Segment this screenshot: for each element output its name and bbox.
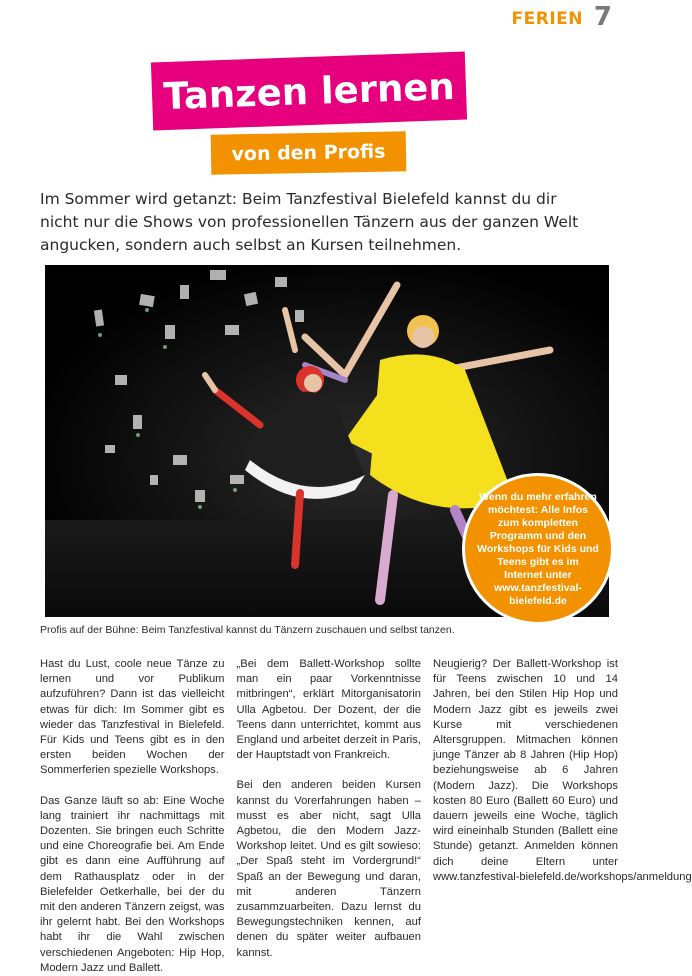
subheadline-banner [211, 131, 407, 174]
subheadline: von den Profis [231, 140, 386, 166]
article-column-3 [433, 657, 692, 899]
article-paragraph: Hast du Lust, coole neue Tänze zu lernen und vor Publikum aufzuführen? Dann ist das vielleicht etwas für dich: Im Sommer gibt es wieder das Tanzfestival in Bielefeld. Für Kids und Teens gibt es in den ersten beiden Wochen der Sommerferien spezielle Workshops. [40, 658, 225, 777]
article-paragraph-text: Neugierig? Der Ballett-Workshop ist für Teens zwischen 10 und 14 Jahren, bei den Stilen Hip Hop und Modern Jazz gibt es jeweils zwei Kurse mit verschiedenen Altersgruppen. Mitmachen können junge Tänzer ab 8 Jahren (Hip Hop) beziehungsweise ab 6 Jahren (Modern Jazz). Die Workshops kosten 80 Euro (Ballett 60 Euro) und dauern jeweils eine Woche, täglich wird eineinhalb Stunden (Ballett eine Stunde) getanzt. Anmelden können dich deine Eltern unter [433, 658, 618, 868]
page-number: 7 [593, 2, 612, 32]
info-bubble-text: Wenn du mehr erfahren möchtest: Alle Infos zum kompletten Programm und den Workshops für Kids und Teens gibt es im Internet unter www.tanzfestival-bielefeld.de [477, 490, 599, 607]
article-column-1 [40, 657, 225, 974]
registration-url: www.tanzfestival-bielefeld.de/workshops/anmeldung [433, 870, 692, 883]
article-column-2 [236, 657, 422, 959]
intro-paragraph: Im Sommer wird getanzt: Beim Tanzfestival Bielefeld kannst du dir nicht nur die Shows von professionellen Tänzern aus der ganzen Welt angucken, sondern auch selbst an Kursen teilnehmen. [40, 190, 579, 254]
article-body [40, 657, 692, 974]
headline: Tanzen lernen [162, 64, 456, 118]
info-bubble [462, 473, 614, 625]
article-paragraph [433, 657, 692, 885]
headline-banner [151, 52, 467, 131]
article-paragraph: Bei den anderen beiden Kursen kannst du Vorerfahrungen haben – musst es aber nicht, sagt Ulla Agbetou, die den Modern Jazz-Workshop leitet. Und es gilt sowieso: „Der Spaß steht im Vordergrund!“ Spaß an der Bewegung und daran, mit anderen Tänzern zusammzuarbeiten. Dazu lernst du Bewegungstechniken kennen, auf denen du später weiter aufbauen kannst. [236, 779, 421, 959]
article-paragraph: Das Ganze läuft so ab: Eine Woche lang trainiert ihr nachmittags mit Dozenten. Sie bringen euch Schritte und eine Choreografie bei. Am Ende gibt es dann eine Aufführung auf dem Rathausplatz oder in der Bielefelder Oetkerhalle, bei der du mit den anderen Tänzern zeigst, was ihr gelernt habt. Bei den Workshops habt ihr die Wahl zwischen verschiedenen Angeboten: Hip Hop, Modern Jazz und Ballett. [40, 794, 225, 974]
photo-caption: Profis auf der Bühne: Beim Tanzfestival kannst du Tänzern zuschauen und selbst tanzen. [40, 624, 455, 636]
section-label: FERIEN [511, 9, 583, 29]
article-paragraph: „Bei dem Ballett-Workshop sollte man ein paar Vorkenntnisse mitbringen“, erklärt Mitorganisatorin Ulla Agbetou. Der Dozent, der die Teens dann unterrichtet, kommt aus England und arbeitet derzeit in Paris, der Hauptstadt von Frankreich. [236, 658, 421, 762]
